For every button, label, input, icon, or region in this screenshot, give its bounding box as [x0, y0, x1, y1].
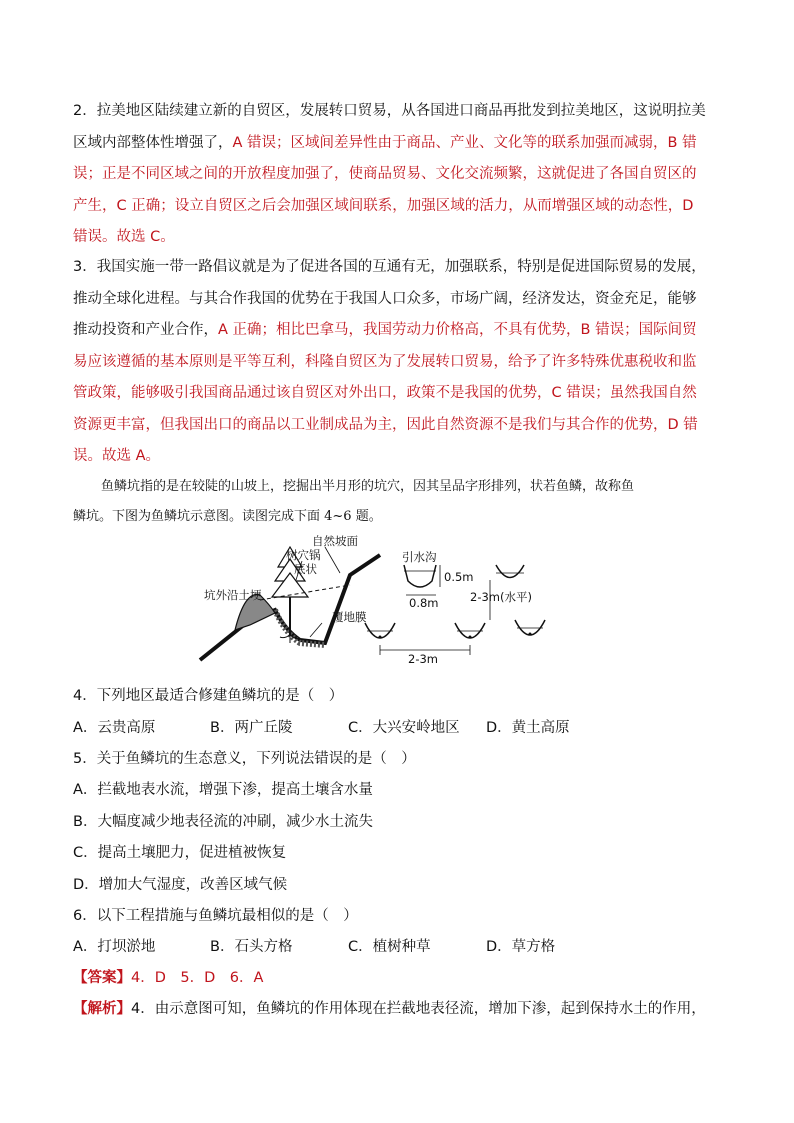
answer-line	[73, 966, 263, 987]
answer-text: 4．D 5．D 6．A	[131, 970, 264, 986]
q6-stem: 6．以下工程措施与鱼鳞坑最相似的是（ ）	[73, 908, 358, 924]
q2-line-5: 错误。故选 C。	[73, 229, 175, 245]
q4-option-b[interactable]: B．两广丘陵	[210, 720, 293, 736]
q3-line-2: 推动全球化进程。与其合作我国的优势在于我国人口众多，市场广阔，经济发达，资金充足，能够	[73, 290, 697, 307]
q5-option-c[interactable]: C．提高土壤肥力，促进植被恢复	[73, 845, 287, 861]
q3-line-5: 管政策，能够吸引我国商品通过该自贸区对外出口，政策不是我国的优势，C 错误；虽然我国自然	[73, 385, 697, 401]
label-horizontal: 2-3m(水平)	[470, 590, 532, 604]
q3-line-7: 误。故选 A。	[73, 448, 161, 464]
q2-explanation	[73, 96, 723, 254]
label-bottom: 底状	[294, 562, 317, 576]
q5-option-d[interactable]: D．增加大气湿度，改善区域气候	[73, 877, 288, 893]
label-width: 0.8m	[409, 596, 439, 610]
label-spacing: 2-3m	[408, 652, 438, 665]
label-ridge: 坑外沿土埂	[204, 588, 262, 602]
q2-line-4: 产生，C 正确；设立自贸区之后会加强区域间联系，加强区域的活力，从而增强区域的动态性，D	[73, 197, 694, 214]
pit-right-top	[496, 565, 524, 578]
q6-option-d[interactable]: D．草方格	[486, 939, 556, 955]
q2-line-3: 误；正是不同区域之间的开放程度加强了，使商品贸易、文化交流频繁，这就促进了各国自贸区的	[73, 166, 697, 182]
q2-line-2: 区域内部整体性增强了，A 错误；区域间差异性由于商品、产业、文化等的联系加强而减弱，B 错	[73, 134, 697, 151]
q3-line-1: 3．我国实施一带一路倡议就是为了促进各国的互通有无，加强联系，特别是促进国际贸易的发展，	[73, 259, 706, 275]
q3-line-4: 易应该遵循的基本原则是平等互利，科隆自贸区为了发展转口贸易，给予了许多特殊优惠税收和监	[73, 353, 697, 370]
label-tree-hole: 树穴锅	[286, 548, 321, 562]
water-line	[260, 585, 350, 600]
pit-section-small	[404, 565, 436, 587]
q3-explanation	[73, 252, 723, 473]
q3-line-6: 资源更丰富，但我国出口的商品以工业制成品为主，因此自然资源不是我们与其合作的优势，D 错	[73, 416, 698, 433]
fish-scale-pit-diagram	[190, 535, 600, 665]
q4-stem: 4．下列地区最适合修建鱼鳞坑的是（ ）	[73, 688, 344, 704]
q4-option-a[interactable]: A．云贵高原	[73, 720, 156, 736]
q6-option-c[interactable]: C．植树种草	[348, 939, 431, 955]
analysis-line	[73, 997, 706, 1018]
q3-line-3: 推动投资和产业合作，A 正确；相比巴拿马，我国劳动力价格高，不具有优势，B 错误；国际间贸	[73, 322, 697, 338]
q6-option-b[interactable]: B．石头方格	[210, 939, 293, 955]
label-natural-slope: 自然坡面	[312, 535, 358, 548]
q4-option-d[interactable]: D．黄土高原	[486, 720, 570, 736]
intro-line-2: 鳞坑。下图为鱼鳞坑示意图。读图完成下面 4~6 题。	[73, 509, 382, 524]
label-film: 覆地膜	[332, 610, 367, 624]
intro-line-1: 鱼鳞坑指的是在较陡的山坡上，挖掘出半月形的坑穴，因其呈品字形排列，状若鱼鳞，故称鱼	[101, 479, 635, 494]
label-ditch: 引水沟	[402, 550, 437, 564]
label-depth: 0.5m	[444, 570, 474, 584]
answer-tag: 【答案】	[73, 970, 131, 986]
q2-line-1: 2．拉美地区陆续建立新的自贸区，发展转口贸易，从各国进口商品再批发到拉美地区，这说明拉美	[73, 103, 706, 119]
q5-option-a[interactable]: A．拦截地表水流，增强下渗，提高土壤含水量	[73, 782, 373, 798]
q5-stem: 5．关于鱼鳞坑的生态意义，下列说法错误的是（ ）	[73, 751, 416, 767]
q6-option-a[interactable]: A．打坝淤地	[73, 939, 156, 955]
q5-option-b[interactable]: B．大幅度减少地表径流的冲刷，减少水土流失	[73, 814, 373, 830]
analysis-text: 4．由示意图可知，鱼鳞坑的作用体现在拦截地表径流，增加下渗，起到保持水土的作用，	[131, 1001, 706, 1017]
analysis-tag: 【解析】	[73, 1001, 131, 1017]
intro-text	[73, 472, 723, 532]
q4-option-c[interactable]: C．大兴安岭地区	[348, 720, 460, 736]
